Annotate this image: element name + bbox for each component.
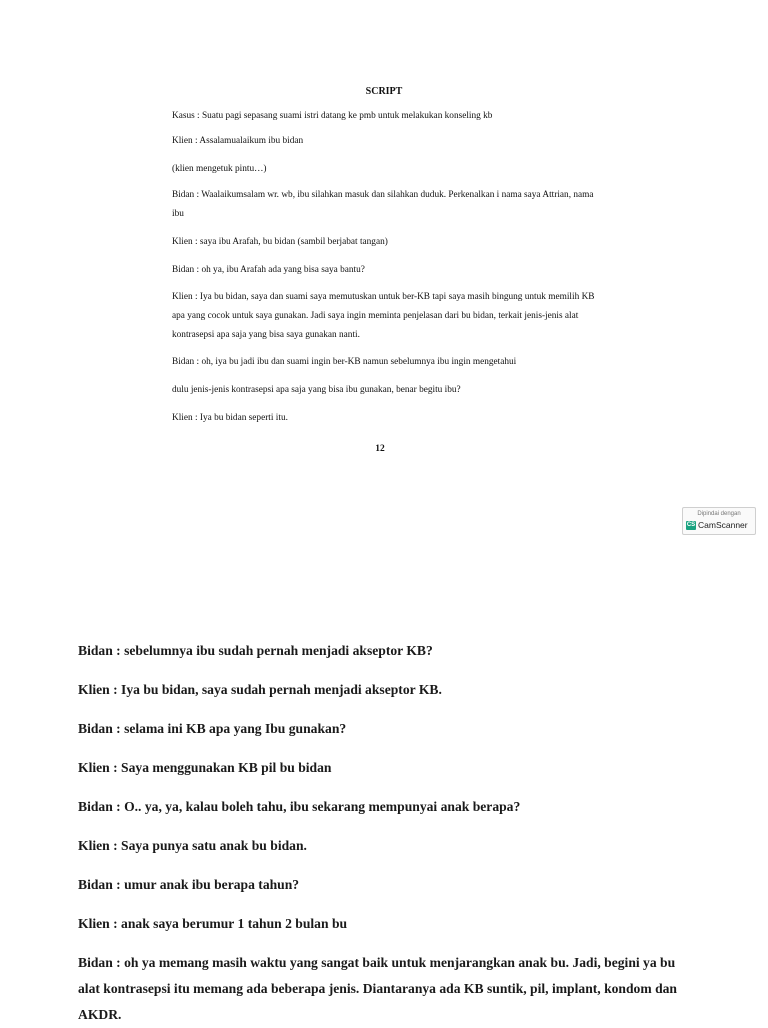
dialogue-line: Klien : Iya bu bidan seperti itu.	[172, 413, 288, 423]
dialogue-line: Klien : Iya bu bidan, saya sudah pernah menjadi akseptor KB.	[78, 682, 442, 697]
dialogue-line: Bidan : selama ini KB apa yang Ibu gunakan?	[78, 721, 347, 736]
camscanner-watermark	[682, 507, 756, 535]
dialogue-line: Klien : Saya menggunakan KB pil bu bidan	[78, 760, 332, 775]
dialogue-line: Bidan : O.. ya, ya, kalau boleh tahu, ibu sekarang mempunyai anak berapa?	[78, 799, 521, 814]
dialogue-line: Bidan : Waalaikumsalam wr. wb, ibu silahkan masuk dan silahkan duduk. Perkenalkan i nama saya Attrian, nama ibu	[172, 190, 594, 219]
dialogue-line: Klien : Saya punya satu anak bu bidan.	[78, 838, 307, 853]
dialogue-line: dulu jenis-jenis kontrasepsi apa saja yang bisa ibu gunakan, benar begitu ibu?	[172, 385, 461, 395]
dialogue-line: Bidan : oh, iya bu jadi ibu dan suami ingin ber-KB namun sebelumnya ibu ingin mengetahui	[172, 357, 517, 367]
dialogue-line: Klien : Assalamualaikum ibu bidan	[172, 136, 304, 146]
watermark-brand: CamScanner	[698, 520, 748, 530]
dialogue-line: Bidan : oh ya, ibu Arafah ada yang bisa saya bantu?	[172, 265, 365, 275]
dialogue-line: Bidan : umur anak ibu berapa tahun?	[78, 877, 300, 892]
dialogue-line: Bidan : oh ya memang masih waktu yang sangat baik untuk menjarangkan anak bu. Jadi, begini ya bu alat kontrasepsi itu memang ada beberapa jenis. Diantaranya ada KB suntik, pil, implant, kondom dan AKDR.	[78, 955, 677, 1022]
case-description: Kasus : Suatu pagi sepasang suami istri datang ke pmb untuk melakukan konseling kb	[172, 111, 493, 121]
camscanner-logo-icon: CS	[686, 522, 696, 528]
dialogue-line: Klien : saya ibu Arafah, bu bidan (sambil berjabat tangan)	[172, 237, 388, 247]
page-number: 12	[375, 444, 385, 454]
watermark-caption: Dipindai dengan	[697, 511, 741, 517]
dialogue-line: Klien : Iya bu bidan, saya dan suami saya memutuskan untuk ber-KB tapi saya masih bingung untuk memilih KB apa yang cocok untuk saya gunakan. Jadi saya ingin meminta penjelasan dari bu bidan, terkait jenis-jenis alat kontrasepsi apa saja yang bisa saya gunakan nanti.	[172, 292, 595, 340]
dialogue-line: Bidan : sebelumnya ibu sudah pernah menjadi akseptor KB?	[78, 643, 433, 658]
stage-direction: (klien mengetuk pintu…)	[172, 164, 267, 174]
dialogue-line: Klien : anak saya berumur 1 tahun 2 bulan bu	[78, 916, 348, 931]
script-title: SCRIPT	[365, 86, 403, 97]
